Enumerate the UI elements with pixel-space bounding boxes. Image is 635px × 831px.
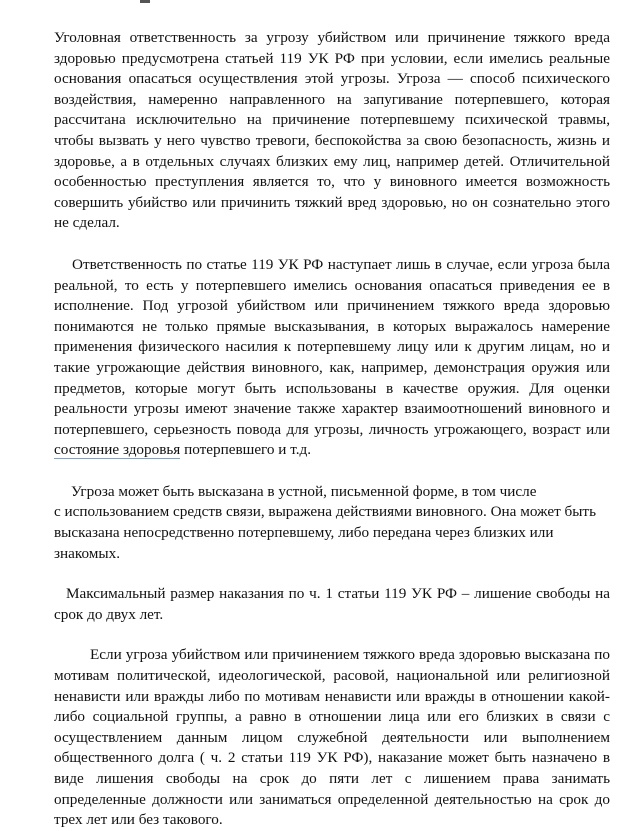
page-top-mark: [140, 0, 150, 3]
paragraph-2-text-before: Ответственность по статье 119 УК РФ наступает лишь в случае, если угроза была реальной, то есть у потерпевшего имелись основания опасаться приведения ее в исполнение. Под угрозой убийством или причинением тяжкого вреда здоровью понимаются не только прямые высказывания, в которых выражалось намерение применения физического насилия к потерпевшему лицу или к другим лицам, но и такие угрожающие действия виновного, как, например, демонстрация оружия или предметов, которые могут быть использованы в качестве оружия. Для оценки реальности угрозы имеют значение также характер взаимоотношений виновного и потерпевшего, серьезность повода для угрозы, личность угрожающего, возраст или: [54, 255, 610, 438]
document-page: [54, 28, 610, 831]
spellcheck-underlined-phrase[interactable]: состояние здоровья: [54, 441, 181, 459]
paragraph-2: [54, 255, 610, 461]
paragraph-4: Максимальный размер наказания по ч. 1 статьи 119 УК РФ – лишение свободы на срок до двух лет.: [54, 585, 610, 623]
paragraph-3-rest: с использованием средств связи, выражена действиями виновного. Она может быть высказана непосредственно потерпевшему, либо передана через близких или знакомых.: [54, 503, 596, 562]
paragraph-1: Уголовная ответственность за угрозу убийством или причинение тяжкого вреда здоровью предусмотрена статьей 119 УК РФ при условии, если имелись реальные основания опасаться осуществления этой угрозы. Угроза — способ психического воздействия, намеренно направленного на запугивание потерпевшего, которая рассчитана исключительно на причинение потерпевшему психической травмы, чтобы вызвать у него чувство тревоги, беспокойства за свою безопасность, жизнь и здоровье, а в отдельных случаях близких ему лиц, например детей. Отличительной особенностью преступления является то, что у виновного имеется возможность совершить убийство или причинить тяжкий вред здоровью, но он сознательно этого не сделал.: [54, 29, 610, 232]
paragraph-2-text-after: потерпевшего и т.д.: [180, 441, 312, 459]
paragraph-5: Если угроза убийством или причинением тяжкого вреда здоровью высказана по мотивам политической, идеологической, расовой, национальной или религиозной ненависти или вражды либо по мотивам ненависти или вражды в отношении какой-либо социальной группы, а равно в отношении лица или его близких в связи с осуществлением данным лицом служебной деятельности или выполнением общественного долга ( ч. 2 статьи 119 УК РФ), наказание может быть назначено в виде лишения свободы на срок до пяти лет с лишением права занимать определенные должности или заниматься определенной деятельностью на срок до трех лет или без такового.: [54, 646, 610, 829]
paragraph-3-line-1: Угроза может быть высказана в устной, письменной форме, в том числе: [71, 482, 537, 500]
paragraph-3: [54, 482, 610, 564]
